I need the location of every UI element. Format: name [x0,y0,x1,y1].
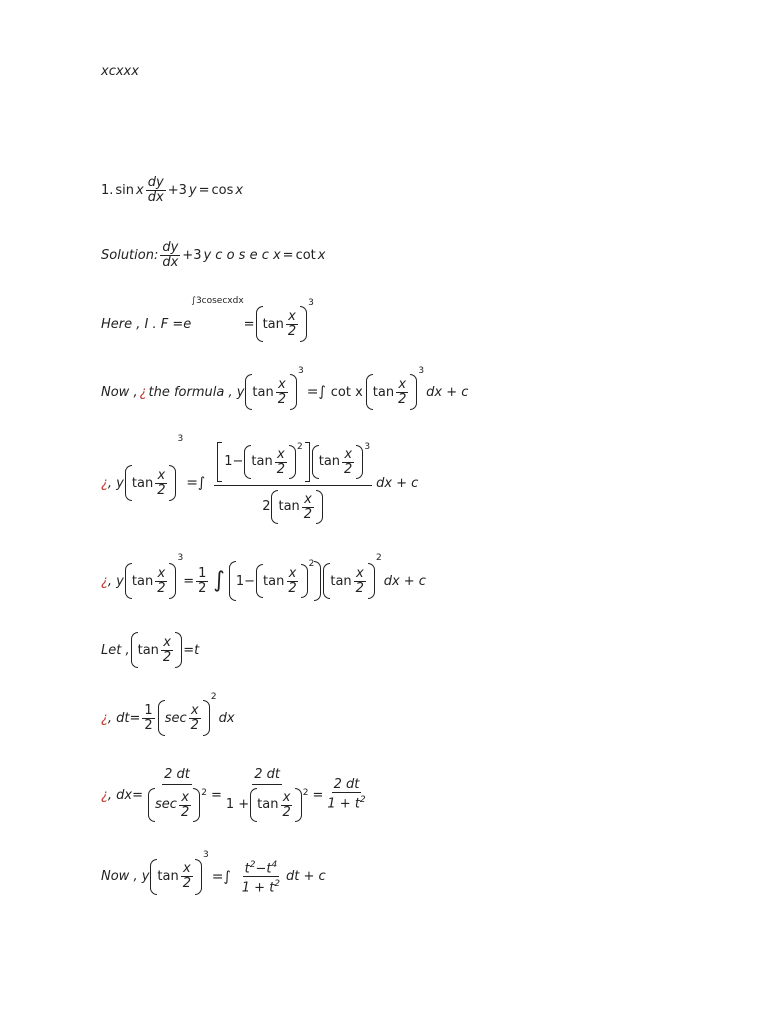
substitution-line: Let , tan $\frac{x}{2}$ =t [101,632,199,668]
solution-line: Solution: $\frac{dy}{dx}$ +3 y c o s e c x = cot x [101,240,326,270]
integrating-factor-line: Here , I . F =e ∫3cosecxdx = tan $\frac{x}{2}$ 3 [101,306,314,342]
equation-half-integral: ¿ , y tan $\frac{x}{2}$ 3 = $\frac{1}{2}$ ∫ 1− tan $\frac{x}{2}$ 2 tan $\frac{x}{2}$ 2 dx + c [101,561,428,601]
equation-big-fraction: ¿ , y tan $\frac{x}{2}$ 3 =∫ 1− tan $\frac{x}{2}$ 2 tan $\frac{x}{2}$ 3 2 tan $\frac{x}{2}$ dx + c [101,442,420,524]
header-label: xcxxx [101,64,139,79]
differential-line: ¿ , dt= $\frac{1}{2}$ sec $\frac{x}{2}$ 2 dx [101,700,237,736]
final-line: Now , y tan $\frac{x}{2}$ 3 =∫ $\frac{t^2-t^4}{1 + t^2}$ dt + c [101,850,326,896]
formula-line: Now , ¿ the formula , y tan $\frac{x}{2}$ 3 =∫ cot x tan $\frac{x}{2}$ 3 dx + c [101,374,470,410]
dx-line: ¿ , dx= 2 dt sec $\frac{x}{2}$ 2 = 2 dt 1 + tan $\frac{x}{2}$ 2 = $\frac{2 dt}{1 + t^2}$ [101,768,370,822]
equation-1: 1. sin x $\frac{dy}{dx}$ +3 y = cos x [101,175,244,205]
